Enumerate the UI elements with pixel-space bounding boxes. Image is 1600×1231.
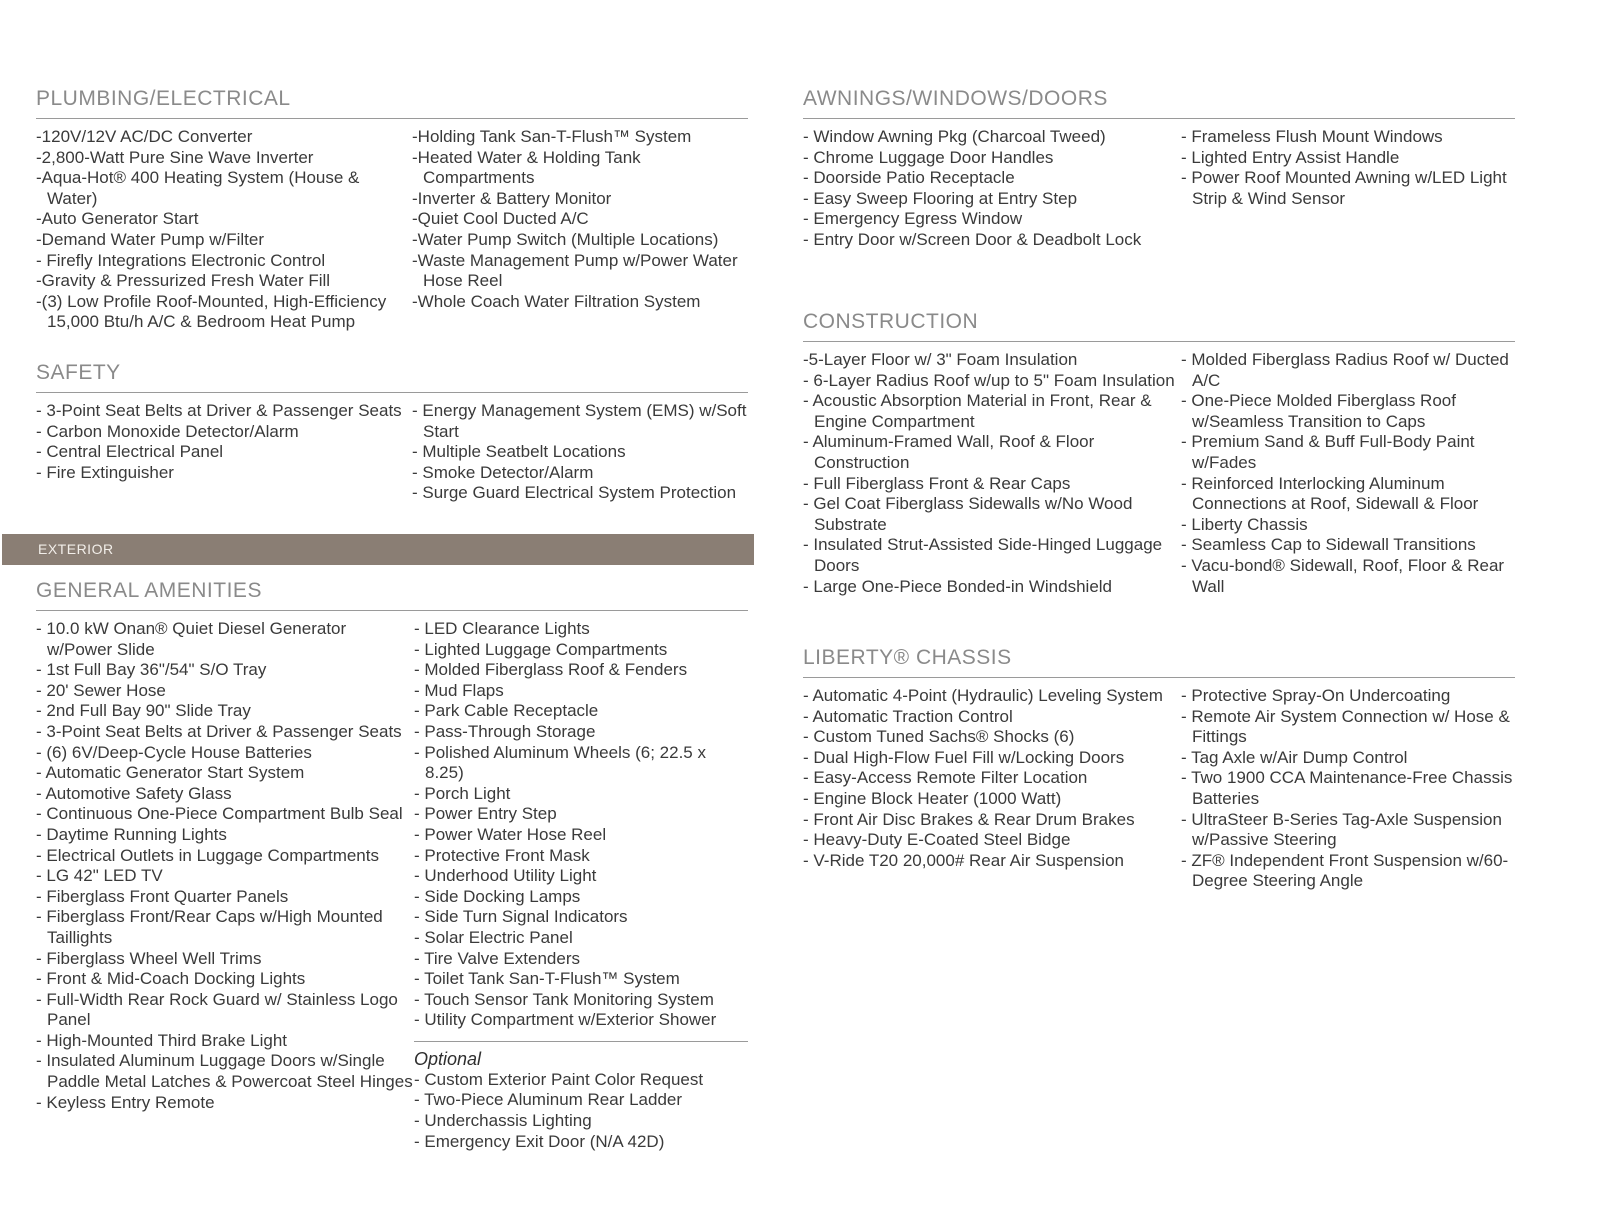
list-item: - Dual High-Flow Fuel Fill w/Locking Doors [803,747,1125,767]
item-list [803,127,1181,251]
list-item: - 1st Full Bay 36"/54" S/O Tray [36,660,267,680]
list-item: - Emergency Egress Window [803,209,1023,229]
list-item: - Insulated Aluminum Luggage Doors w/Single Paddle Metal Latches & Powercoat Steel Hinges [36,1051,413,1092]
list-item: - Front & Mid-Coach Docking Lights [36,969,306,989]
list-item: - Central Electrical Panel [36,442,224,462]
list-item: - Custom Tuned Sachs® Shocks (6) [803,727,1075,747]
list-item: - Power Roof Mounted Awning w/LED Light Strip & Wind Sensor [1181,168,1507,208]
list-item: - Utility Compartment w/Exterior Shower [414,1010,717,1030]
list-item: - Remote Air System Connection w/ Hose & Fittings [1181,706,1510,747]
list-item: -Demand Water Pump w/Filter [36,229,264,249]
list-item: - 10.0 kW Onan® Quiet Diesel Generator w/Power Slide [36,619,347,659]
item-list [803,350,1181,597]
list-item: - Energy Management System (EMS) w/Soft Start [412,401,747,441]
list-item: - Automotive Safety Glass [36,783,232,803]
list-item: - Acoustic Absorption Material in Front, Rear & Engine Compartment [803,391,1152,431]
list-item: - Chrome Luggage Door Handles [803,147,1054,167]
list-item: -Water Pump Switch (Multiple Locations) [412,229,719,249]
list-item: - 3-Point Seat Belts at Driver & Passenger Seats [36,401,402,420]
list-item: - V-Ride T20 20,000# Rear Air Suspension [803,850,1124,870]
item-list [36,619,414,1113]
list-item: - Large One-Piece Bonded-in Windshield [803,576,1113,596]
item-list [1181,686,1515,892]
list-item: - Front Air Disc Brakes & Rear Drum Brakes [803,809,1135,829]
section-awnings-windows-doors [803,86,1515,251]
section-plumbing-electrical [36,86,748,333]
list-item: - Two 1900 CCA Maintenance-Free Chassis Batteries [1181,768,1513,808]
optional-item-list [414,1070,748,1152]
list-item: - Underhood Utility Light [414,866,597,886]
list-item: - Emergency Exit Door (N/A 42D) [414,1131,665,1151]
section-title: LIBERTY® CHASSIS [803,645,1515,678]
list-item: - 3-Point Seat Belts at Driver & Passenger Seats [36,721,402,741]
list-item: - Toilet Tank San-T-Flush™ System [414,969,680,989]
list-item: - Park Cable Receptacle [414,701,599,721]
list-item: - Reinforced Interlocking Aluminum Connections at Roof, Sidewall & Floor [1181,473,1479,514]
list-item: - Mud Flaps [414,680,504,700]
list-item: - 2nd Full Bay 90" Slide Tray [36,701,251,721]
list-item: -Whole Coach Water Filtration System [412,291,701,311]
section-title: PLUMBING/ELECTRICAL [36,86,748,119]
list-item: - (6) 6V/Deep-Cycle House Batteries [36,742,312,762]
list-item: - LG 42" LED TV [36,866,163,886]
list-item: - Fire Extinguisher [36,462,174,482]
list-item: - Molded Fiberglass Roof & Fenders [414,660,688,680]
list-item: - Porch Light [414,783,511,803]
section-title: AWNINGS/WINDOWS/DOORS [803,86,1515,119]
list-item: - Carbon Monoxide Detector/Alarm [36,421,299,441]
list-item: - Tag Axle w/Air Dump Control [1181,747,1408,767]
list-item: - Pass-Through Storage [414,721,596,741]
item-list [1181,350,1515,597]
list-item: - Engine Block Heater (1000 Watt) [803,788,1062,808]
list-item: - Fiberglass Front Quarter Panels [36,886,289,906]
list-item: - 6-Layer Radius Roof w/up to 5" Foam Insulation [803,370,1175,390]
list-item: - Molded Fiberglass Radius Roof w/ Ducted A/C [1181,350,1509,390]
list-item: - Touch Sensor Tank Monitoring System [414,989,714,1009]
list-item: - Tire Valve Extenders [414,948,580,968]
list-item: - Vacu-bond® Sidewall, Roof, Floor & Rear Wall [1181,555,1505,596]
item-list [1181,127,1515,209]
list-item: - Window Awning Pkg (Charcoal Tweed) [803,127,1106,146]
optional-divider [414,1041,748,1042]
list-item: - Fiberglass Front/Rear Caps w/High Mounted Taillights [36,907,383,947]
list-item: - Automatic Traction Control [803,706,1013,726]
list-item: -Auto Generator Start [36,209,199,229]
list-item: - ZF® Independent Front Suspension w/60-Degree Steering Angle [1181,850,1509,891]
list-item: - Two-Piece Aluminum Rear Ladder [414,1090,683,1110]
list-item: - Multiple Seatbelt Locations [412,442,626,462]
list-item: - Entry Door w/Screen Door & Deadbolt Lock [803,229,1142,249]
list-item: - LED Clearance Lights [414,619,590,638]
list-item: -5-Layer Floor w/ 3" Foam Insulation [803,350,1078,369]
list-item: - Heavy-Duty E-Coated Steel Bidge [803,830,1071,850]
list-item: - Continuous One-Piece Compartment Bulb Seal [36,804,403,824]
list-item: - Doorside Patio Receptacle [803,168,1015,188]
list-item: -Quiet Cool Ducted A/C [412,209,589,229]
list-item: -2,800-Watt Pure Sine Wave Inverter [36,147,314,167]
list-item: - Protective Spray-On Undercoating [1181,686,1451,705]
list-item: -Aqua-Hot® 400 Heating System (House & Water) [36,168,360,208]
section-safety [36,360,748,504]
item-list [803,686,1181,871]
item-list [36,401,412,483]
list-item: - High-Mounted Third Brake Light [36,1030,288,1050]
list-item: - 20' Sewer Hose [36,680,166,700]
section-general-amenities [36,578,748,1152]
list-item: -Inverter & Battery Monitor [412,188,612,208]
item-list [36,127,412,333]
list-item: -(3) Low Profile Roof-Mounted, High-Efficiency 15,000 Btu/h A/C & Bedroom Heat Pump [36,291,387,332]
exterior-band: EXTERIOR [2,534,754,565]
list-item: - Automatic 4-Point (Hydraulic) Leveling System [803,686,1163,705]
list-item: - Lighted Luggage Compartments [414,639,668,659]
optional-heading: Optional [414,1048,482,1069]
list-item: -120V/12V AC/DC Converter [36,127,253,146]
list-item: - Side Docking Lamps [414,886,581,906]
list-item: - One-Piece Molded Fiberglass Roof w/Seamless Transition to Caps [1181,391,1456,431]
section-title: CONSTRUCTION [803,309,1515,342]
list-item: - Solar Electric Panel [414,927,573,947]
item-list [412,127,748,312]
list-item: - Electrical Outlets in Luggage Compartments [36,845,379,865]
list-item: - Smoke Detector/Alarm [412,462,594,482]
list-item: - Power Water Hose Reel [414,824,607,844]
section-title: SAFETY [36,360,748,393]
list-item: - Automatic Generator Start System [36,763,305,783]
list-item: - Daytime Running Lights [36,824,227,844]
section-construction [803,309,1515,597]
list-item: - UltraSteer B-Series Tag-Axle Suspension w/Passive Steering [1181,809,1502,850]
list-item: - Surge Guard Electrical System Protection [412,483,737,503]
list-item: - Polished Aluminum Wheels (6; 22.5 x 8.25) [414,742,706,783]
list-item: - Seamless Cap to Sidewall Transitions [1181,535,1476,555]
list-item: -Holding Tank San-T-Flush™ System [412,127,692,146]
list-item: - Firefly Integrations Electronic Control [36,250,326,270]
list-item: - Full Fiberglass Front & Rear Caps [803,473,1071,493]
list-item: - Side Turn Signal Indicators [414,907,628,927]
list-item: - Fiberglass Wheel Well Trims [36,948,262,968]
section-title: GENERAL AMENITIES [36,578,748,611]
list-item: -Waste Management Pump w/Power Water Hose Reel [412,250,738,291]
list-item: -Heated Water & Holding Tank Compartments [412,147,641,188]
list-item: - Power Entry Step [414,804,557,824]
list-item: - Custom Exterior Paint Color Request [414,1069,704,1089]
list-item: - Lighted Entry Assist Handle [1181,147,1400,167]
list-item: - Frameless Flush Mount Windows [1181,127,1443,146]
list-item: - Underchassis Lighting [414,1111,592,1131]
list-item: - Liberty Chassis [1181,514,1308,534]
list-item: - Premium Sand & Buff Full-Body Paint w/Fades [1181,432,1475,472]
list-item: - Insulated Strut-Assisted Side-Hinged Luggage Doors [803,535,1163,575]
item-list [414,619,748,1031]
list-item: - Protective Front Mask [414,845,590,865]
list-item: - Gel Coat Fiberglass Sidewalls w/No Wood Substrate [803,494,1133,534]
section-liberty-chassis [803,645,1515,892]
list-item: - Aluminum-Framed Wall, Roof & Floor Construction [803,432,1095,472]
list-item: - Easy Sweep Flooring at Entry Step [803,188,1078,208]
list-item: - Easy-Access Remote Filter Location [803,768,1088,788]
list-item: - Keyless Entry Remote [36,1092,215,1112]
list-item: -Gravity & Pressurized Fresh Water Fill [36,271,331,291]
item-list [412,401,748,504]
list-item: - Full-Width Rear Rock Guard w/ Stainless Logo Panel [36,989,398,1030]
